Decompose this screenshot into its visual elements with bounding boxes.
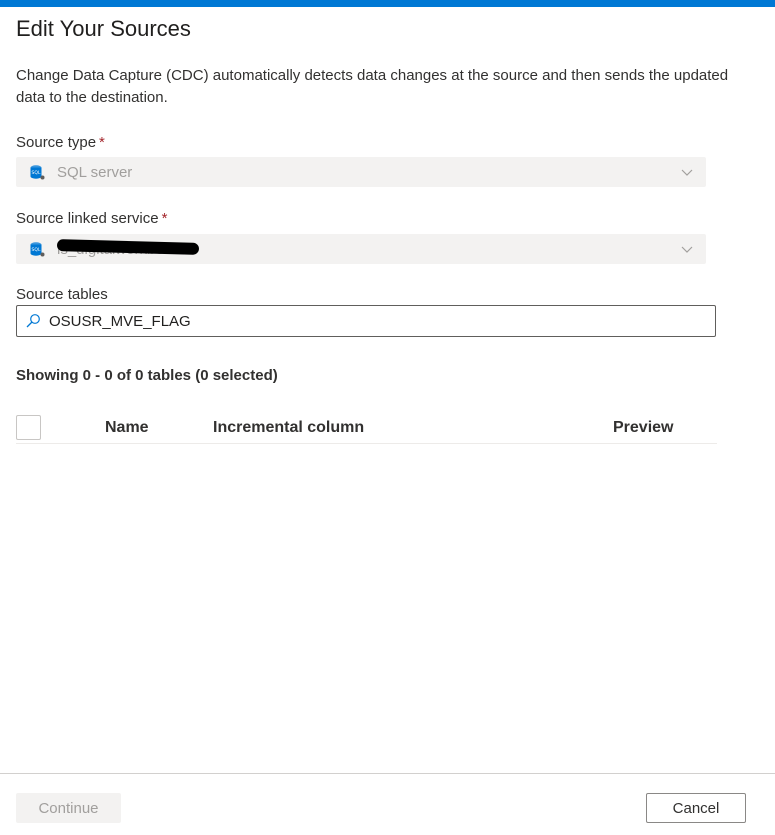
accent-top-bar (0, 0, 775, 7)
search-icon (25, 313, 41, 329)
svg-text:SQL: SQL (31, 171, 41, 176)
linked-service-label-text: Source linked service (16, 210, 159, 227)
tables-summary: Showing 0 - 0 of 0 tables (0 selected) (16, 367, 278, 384)
svg-text:SQL: SQL (31, 248, 41, 253)
sql-database-icon (29, 164, 45, 180)
source-type-label (16, 134, 105, 151)
column-header-name[interactable]: Name (105, 419, 149, 436)
source-tables-search[interactable] (16, 305, 716, 337)
source-tables-search-input[interactable] (49, 313, 689, 330)
linked-service-label (16, 210, 167, 227)
continue-button[interactable]: Continue (16, 793, 121, 823)
chevron-down-icon (680, 165, 694, 179)
cancel-button[interactable]: Cancel (646, 793, 746, 823)
required-asterisk: * (99, 134, 105, 151)
source-type-dropdown[interactable] (16, 157, 706, 187)
source-type-value: SQL server (57, 163, 133, 181)
required-asterisk: * (161, 210, 168, 227)
column-header-preview[interactable]: Preview (613, 419, 674, 436)
dialog-description: Change Data Capture (CDC) automatically detects data changes at the source and then sends the updated data to the destination. (16, 67, 729, 106)
column-header-incremental[interactable]: Incremental column (213, 419, 365, 436)
source-type-label-text: Source type (16, 134, 97, 151)
table-header (16, 414, 717, 444)
chevron-down-icon (680, 242, 694, 256)
dialog-title: Edit Your Sources (16, 16, 191, 41)
select-all-checkbox[interactable] (16, 415, 41, 440)
sql-database-icon (29, 241, 45, 257)
source-tables-label: Source tables (16, 286, 108, 303)
footer-divider (0, 773, 775, 774)
